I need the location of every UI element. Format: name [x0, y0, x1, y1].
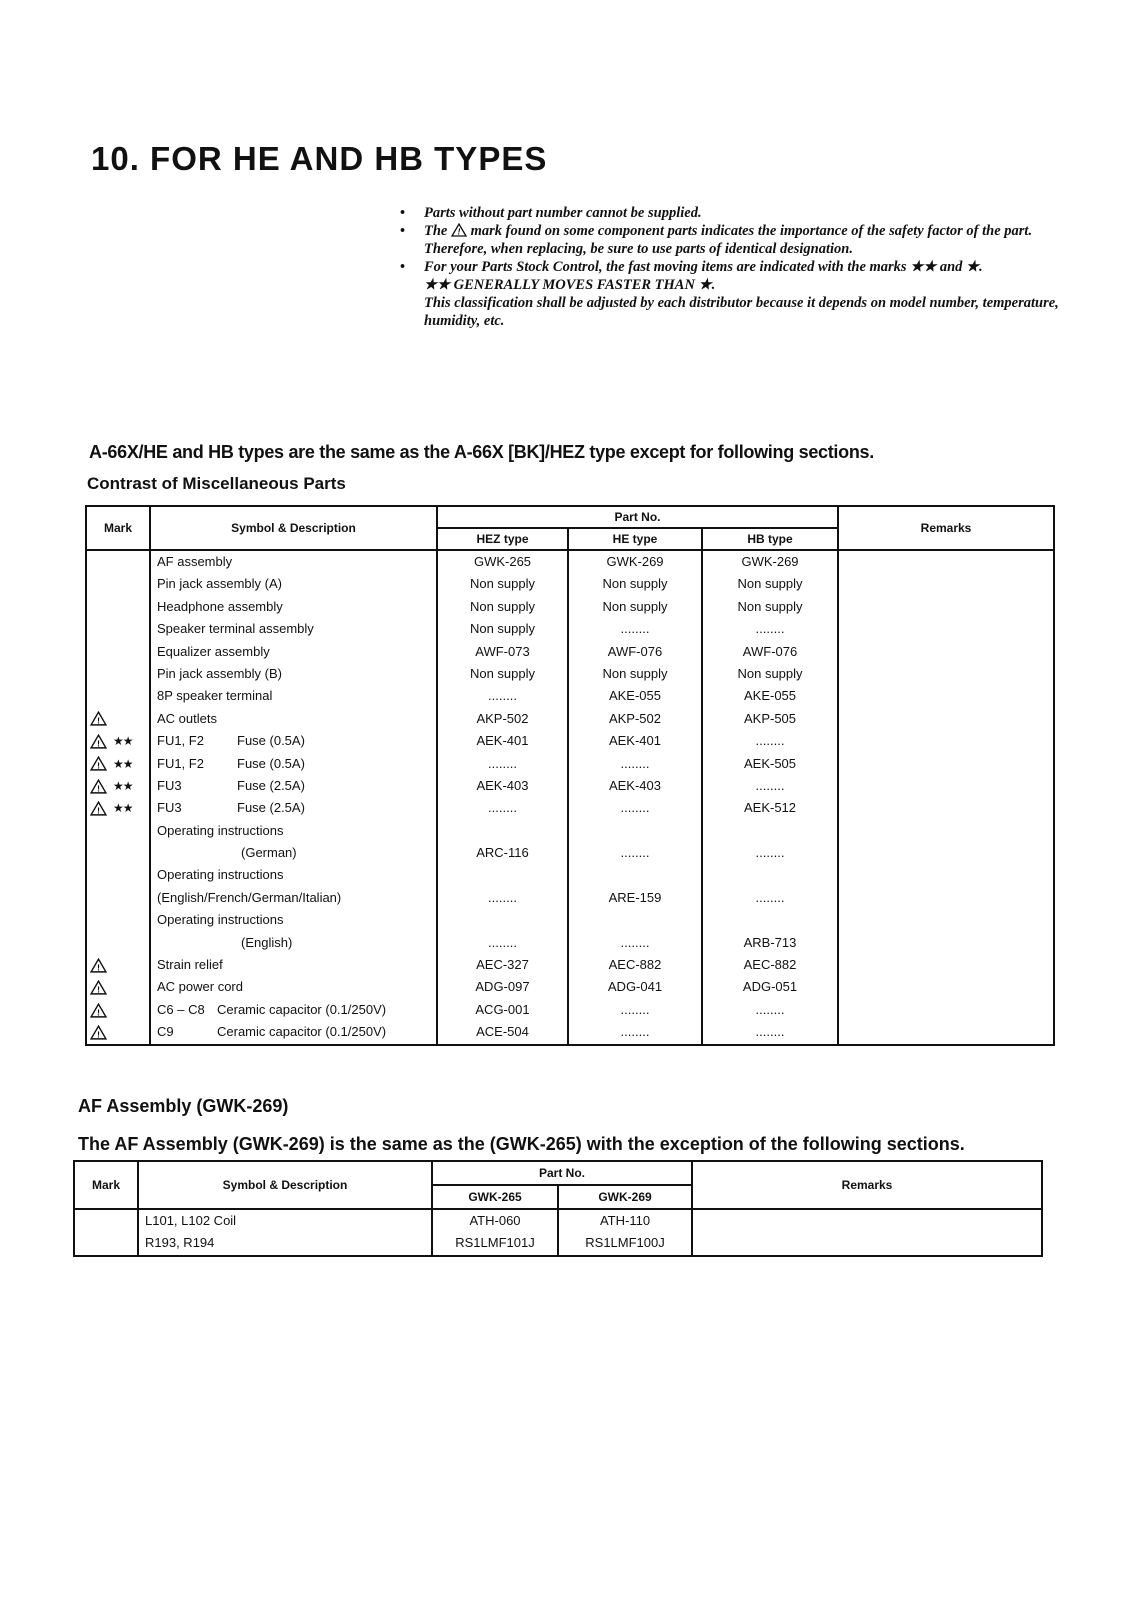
af-assembly-table	[73, 1160, 1043, 1257]
hez-part-cell: ........	[488, 889, 517, 905]
mark-cell	[87, 820, 149, 842]
description-text: 8P speaker terminal	[157, 688, 273, 704]
remarks-column	[838, 550, 1054, 1045]
description-text: Fuse (0.5A)	[237, 755, 305, 771]
hez-part-cell	[438, 909, 567, 931]
he-part-cell: ........	[620, 800, 650, 816]
mark-cell	[87, 887, 149, 909]
mark-cell	[87, 909, 149, 931]
description-column	[138, 1209, 432, 1256]
header-mark: Mark	[86, 506, 150, 550]
he-part-cell: ........	[620, 934, 650, 950]
mark-cell	[87, 663, 149, 685]
description-cell	[151, 596, 436, 618]
warning-triangle-icon	[90, 958, 107, 973]
description-text: (German)	[241, 845, 297, 861]
hb-part-cell	[703, 864, 837, 886]
notes-list	[400, 204, 1080, 330]
header-gwk269: GWK-269	[558, 1185, 692, 1209]
mark-cell	[87, 753, 149, 775]
svg-text:!: !	[97, 984, 100, 995]
mark-cell	[87, 1021, 149, 1043]
mark-cell	[87, 775, 149, 797]
hb-part-cell: ........	[755, 733, 785, 749]
hb-part-cell	[703, 820, 837, 842]
description-text: Fuse (2.5A)	[237, 777, 305, 793]
warning-triangle-icon	[90, 711, 107, 726]
description-text: Operating instructions	[157, 867, 284, 883]
description-cell	[151, 864, 436, 886]
description-cell	[151, 551, 436, 573]
header-desc: Symbol & Description	[138, 1161, 432, 1209]
mark-cell	[87, 641, 149, 663]
fast-moving-stars: ★★	[113, 756, 133, 771]
description-text: Speaker terminal assembly	[157, 621, 314, 637]
hb-part-cell: ........	[755, 1001, 785, 1017]
he-part-cell: AWF-076	[607, 643, 663, 659]
mark-cell	[87, 954, 149, 976]
symbol-label: FU1, F2	[157, 733, 204, 749]
he-part-cell: AKP-502	[608, 710, 662, 726]
hb-part-cell: AEK-505	[743, 755, 797, 771]
mark-column	[74, 1209, 138, 1256]
description-text: Ceramic capacitor (0.1/250V)	[217, 1001, 387, 1017]
description-text: (English/French/German/Italian)	[157, 889, 342, 905]
description-cell	[151, 887, 436, 909]
description-column	[150, 550, 437, 1045]
header-partno: Part No.	[437, 506, 838, 528]
header-gwk265: GWK-265	[432, 1185, 558, 1209]
svg-text:!: !	[97, 962, 100, 972]
mark-cell	[87, 573, 149, 595]
note-item: • For your Parts Stock Control, the fast moving items are indicated with the marks ★★ and ★.	[400, 258, 1080, 276]
hez-part-cell: ........	[488, 755, 517, 771]
warning-triangle-icon	[90, 1025, 107, 1040]
svg-text:!: !	[97, 782, 100, 793]
he-part-cell	[569, 909, 701, 931]
hb-part-cell: ........	[755, 621, 785, 637]
description-cell	[151, 797, 436, 819]
warning-triangle-icon	[90, 980, 107, 995]
hb-part-cell: ARB-713	[743, 934, 797, 950]
mark-cell	[87, 730, 149, 752]
hb-part-cell: ........	[755, 1024, 785, 1040]
description-cell	[151, 573, 436, 595]
hez-part-cell	[438, 820, 567, 842]
gwk269-column	[558, 1209, 692, 1256]
hb-part-cell: AWF-076	[742, 643, 798, 659]
hez-part-cell: Non supply	[469, 665, 536, 681]
hb-part-cell: AKP-505	[743, 710, 797, 726]
description-cell	[151, 909, 436, 931]
hb-part-cell: Non supply	[737, 576, 803, 592]
section2-heading: AF Assembly (GWK-269)	[78, 1096, 289, 1116]
note-item: • The ! mark found on some component parts indicates the importance of the safety factor of the part. Therefore, when replacing, be sure to use parts of identical designation.	[400, 222, 1080, 258]
hb-part-cell: ........	[755, 845, 785, 861]
mark-cell	[87, 618, 149, 640]
svg-text:!: !	[97, 805, 100, 816]
description-text: Fuse (0.5A)	[237, 733, 305, 749]
hez-part-cell: GWK-265	[473, 554, 532, 569]
header-he: HE type	[568, 528, 702, 550]
he-part-cell: ........	[620, 1024, 650, 1040]
description-cell: R193, R194	[145, 1235, 215, 1251]
gwk269-part-cell: ATH-110	[599, 1213, 651, 1228]
description-cell	[151, 954, 436, 976]
description-cell: L101, L102 Coil	[145, 1213, 237, 1228]
mark-cell	[87, 708, 149, 730]
table-caption: Contrast of Miscellaneous Parts	[87, 474, 346, 493]
description-text: Strain relief	[157, 957, 223, 973]
mark-cell	[87, 864, 149, 886]
header-desc: Symbol & Description	[150, 506, 437, 550]
he-part-cell: ........	[620, 755, 650, 771]
description-cell	[151, 1021, 436, 1043]
description-text: Ceramic capacitor (0.1/250V)	[217, 1024, 387, 1040]
description-cell	[151, 663, 436, 685]
description-text: AC outlets	[157, 710, 217, 726]
remarks-column	[692, 1209, 1042, 1256]
description-cell	[151, 976, 436, 998]
note-item: This classification shall be adjusted by each distributor because it depends on model number, temperature, humidity, etc.	[424, 295, 1059, 329]
description-text: Equalizer assembly	[157, 643, 270, 659]
mark-cell	[87, 596, 149, 618]
hez-part-cell: ARC-116	[476, 845, 529, 861]
hez-part-cell: AKP-502	[476, 710, 529, 726]
description-cell	[151, 753, 436, 775]
description-cell	[151, 708, 436, 730]
description-text: (English)	[241, 934, 293, 950]
hb-part-cell: ........	[755, 889, 785, 905]
header-remarks: Remarks	[838, 506, 1054, 550]
description-cell	[151, 618, 436, 640]
mark-column	[86, 550, 150, 1045]
description-text: Pin jack assembly (A)	[157, 576, 282, 592]
svg-text:!: !	[97, 760, 100, 771]
hb-column	[702, 550, 838, 1045]
gwk265-column	[432, 1209, 558, 1256]
section2-intro: The AF Assembly (GWK-269) is the same as the (GWK-265) with the exception of the following sections.	[78, 1134, 965, 1154]
description-cell	[151, 685, 436, 707]
hez-part-cell: Non supply	[469, 621, 536, 637]
hez-part-cell: ADG-097	[475, 979, 530, 995]
hez-part-cell: ACE-504	[476, 1024, 529, 1040]
description-cell	[151, 820, 436, 842]
header-mark: Mark	[74, 1161, 138, 1209]
hez-part-cell: ........	[488, 934, 517, 950]
mark-cell	[87, 932, 149, 954]
he-part-cell: Non supply	[602, 576, 668, 592]
svg-text:!: !	[97, 738, 100, 749]
hez-column	[437, 550, 568, 1045]
mark-cell	[87, 685, 149, 707]
he-part-cell: Non supply	[602, 665, 668, 681]
hez-part-cell: ........	[488, 688, 517, 704]
header-partno: Part No.	[432, 1161, 692, 1185]
section-intro: A-66X/HE and HB types are the same as the A-66X [BK]/HEZ type except for following sections.	[89, 442, 874, 462]
description-cell	[151, 842, 436, 864]
symbol-label: FU1, F2	[157, 755, 204, 771]
description-text: Operating instructions	[157, 822, 284, 838]
he-part-cell: ARE-159	[608, 889, 662, 905]
header-hb: HB type	[702, 528, 838, 550]
fast-moving-stars: ★★	[113, 778, 133, 793]
description-cell	[151, 999, 436, 1021]
he-part-cell: AKE-055	[608, 688, 662, 704]
svg-text:!: !	[97, 715, 100, 726]
warning-triangle-icon	[90, 1003, 107, 1018]
description-cell	[151, 775, 436, 797]
he-part-cell: AEK-401	[608, 733, 662, 749]
hb-part-cell: AEK-512	[743, 800, 797, 816]
he-column	[568, 550, 702, 1045]
fast-moving-stars: ★★	[113, 801, 133, 816]
hez-part-cell	[438, 864, 567, 886]
hb-part-cell: ........	[755, 777, 785, 793]
hez-part-cell: ACG-001	[475, 1001, 530, 1017]
note-item: • Parts without part number cannot be supplied.	[400, 204, 1080, 222]
description-cell	[151, 730, 436, 752]
he-part-cell	[569, 820, 701, 842]
description-text: Fuse (2.5A)	[237, 800, 305, 816]
mark-cell	[87, 797, 149, 819]
mark-cell	[87, 842, 149, 864]
hb-part-cell: Non supply	[737, 598, 803, 614]
he-part-cell: AEC-882	[608, 957, 662, 973]
warning-triangle-icon	[90, 779, 107, 794]
symbol-label: FU3	[157, 800, 182, 816]
hez-part-cell: AWF-073	[475, 643, 530, 659]
symbol-label: C9	[157, 1024, 174, 1040]
he-part-cell	[569, 864, 701, 886]
hez-part-cell: Non supply	[469, 576, 536, 592]
warning-triangle-icon	[90, 756, 107, 771]
description-cell	[151, 932, 436, 954]
description-cell	[151, 641, 436, 663]
note-item: ★★ GENERALLY MOVES FASTER THAN ★.	[424, 277, 716, 293]
hez-part-cell: AEC-327	[476, 957, 529, 973]
hez-part-cell: AEK-401	[476, 733, 529, 749]
hez-part-cell: ........	[488, 800, 517, 816]
misc-parts-table	[85, 505, 1055, 1046]
description-text: AC power cord	[157, 979, 243, 995]
he-part-cell: GWK-269	[606, 554, 664, 569]
hb-part-cell: GWK-269	[741, 554, 799, 569]
symbol-label: C6 – C8	[157, 1001, 205, 1017]
warning-triangle-icon	[90, 734, 107, 749]
warning-triangle-icon	[451, 223, 467, 237]
mark-cell	[87, 551, 149, 573]
hez-part-cell: Non supply	[469, 598, 536, 614]
mark-cell	[87, 999, 149, 1021]
description-text: Operating instructions	[157, 912, 284, 928]
symbol-label: FU3	[157, 777, 182, 793]
description-text: AF assembly	[157, 554, 233, 569]
hb-part-cell	[703, 909, 837, 931]
hb-part-cell: ADG-051	[742, 979, 798, 995]
he-part-cell: Non supply	[602, 598, 668, 614]
svg-text:!: !	[457, 227, 461, 237]
hb-part-cell: AKE-055	[743, 688, 797, 704]
he-part-cell: ........	[620, 845, 650, 861]
gwk269-part-cell: RS1LMF100J	[585, 1235, 665, 1251]
header-remarks: Remarks	[692, 1161, 1042, 1209]
page-title: 10. FOR HE AND HB TYPES	[91, 140, 548, 177]
mark-cell	[87, 976, 149, 998]
header-hez: HEZ type	[437, 528, 568, 550]
description-text: Headphone assembly	[157, 598, 283, 614]
fast-moving-stars: ★★	[113, 734, 133, 749]
svg-text:!: !	[97, 1006, 100, 1017]
he-part-cell: AEK-403	[608, 777, 662, 793]
he-part-cell: ........	[620, 621, 650, 637]
gwk265-part-cell: ATH-060	[469, 1213, 521, 1228]
he-part-cell: ADG-041	[607, 979, 663, 995]
description-text: Pin jack assembly (B)	[157, 665, 282, 681]
hb-part-cell: AEC-882	[743, 957, 797, 973]
warning-triangle-icon	[90, 801, 107, 816]
hez-part-cell: AEK-403	[476, 777, 529, 793]
hb-part-cell: Non supply	[737, 665, 803, 681]
he-part-cell: ........	[620, 1001, 650, 1017]
svg-text:!: !	[97, 1029, 100, 1040]
gwk265-part-cell: RS1LMF101J	[455, 1235, 535, 1251]
